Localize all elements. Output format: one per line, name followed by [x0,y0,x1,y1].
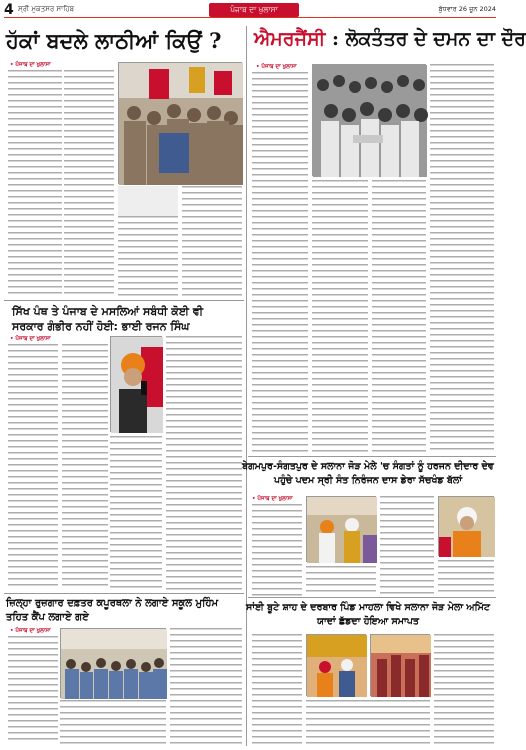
paper-name: ਸ੍ਰੀ ਮੁਕਤਸਰ ਸਾਹਿਬ [18,5,75,13]
classroom-photo-image [61,629,167,699]
section-divider-right [248,456,496,457]
headline-left: ਹੱਕਾਂ ਬਦਲੇ ਲਾਠੀਆਂ ਕਿਉਂ ? [6,28,222,53]
section-divider-right-2 [248,597,496,598]
headline-right [254,28,526,62]
protest-photo-image [119,63,243,185]
festival-photo-image [307,635,367,697]
issue-date: ਬੁੱਧਵਾਰ 26 ਜੂਨ 2024 [438,5,496,13]
article-text [110,436,162,590]
article-text [8,636,58,744]
article-text [252,72,308,454]
saint-photo [438,496,494,556]
caption-box [118,186,178,216]
article-text [306,566,376,594]
procession-photo-image [371,635,431,697]
headline-sai: ਸਾਂਈ ਬੂਟੇ ਸ਼ਾਹ ਦੇ ਦਰਬਾਰ ਪਿੰਡ ਮਾਹਲਾ ਵਿਖੇ ਸਲਾਨਾ ਜੋੜ ਮੇਲਾ ਅਮਿੱਟ ਯਾਦਾਂ ਛੱਡਦਾ ਹੋਇਆ ਸਮਾਪਤ [246,602,490,627]
headline-right-emergency: ਐਮਰਜੈਂਸੀ [254,28,326,50]
headline-right-rest: : ਲੋਕਤੰਤਰ ਦੇ ਦਮਨ ਦਾ ਦੌਰ [325,28,526,50]
article-text [64,70,114,298]
byline: • ਪੰਜਾਬ ਦਾ ਖੁਲਾਸਾ [10,336,51,342]
byline: • ਪੰਜਾਬ ਦਾ ਖੁਲਾਸਾ [10,628,51,634]
article-text [438,560,494,594]
article-text [434,634,494,746]
headline-sikh: ਸਿੱਖ ਪੰਥ ਤੇ ਪੰਜਾਬ ਦੇ ਮਸਲਿਆਂ ਸਬੰਧੀ ਕੋਈ ਵੀ ਸਰਕਾਰ ਗੰਭੀਰ ਨਹੀਂ ਹੋਈ: ਭਾਈ ਰਜਨ ਸਿੰਘ [12,305,204,333]
article-text [312,180,368,454]
headline-begampur: ਬੇਗਮਪੁਰ-ਸੰਗਤਪੁਰ ਦੇ ਸਲਾਨਾ ਜੋੜ ਮੇਲੇ 'ਚ ਸੰਗਤਾਂ ਨੂੰ ਹਰਜਨ ਦੀਦਾਰ ਦੇਵ ਪਹੁੰਚੇ ਪਦਮ ਸ੍ਰੀ ਸੰਤ ਨਿਰੰਜਨ ਦਾਸ ਡੇਰਾ ਸੱਚਖੰਡ ਬੱਲਾਂ [242,461,494,486]
crowd-photo-image [313,65,427,177]
masthead [4,3,496,18]
saint-photo-image [439,497,495,557]
headline-district: ਜ਼ਿਲ੍ਹਾ ਰੁਜ਼ਗਾਰ ਦਫ਼ਤਰ ਕਪੂਰਥਲਾ ਨੇ ਲਗਾਏ ਸਕੂਲ ਮੁਹਿੰਮ ਤਹਿਤ ਕੈਂਪ ਲਗਾਏ ਗਏ [6,598,219,623]
procession-photo [370,634,430,696]
article-text [8,344,58,590]
byline: • ਪੰਜਾਬ ਦਾ ਖੁਲਾਸਾ [252,496,293,502]
article-text [182,186,242,298]
gathering-photo-image [307,497,377,563]
crowd-photo [312,64,426,176]
column-divider [246,26,247,746]
speaker-photo [110,336,162,432]
section-divider-left-2 [4,593,244,594]
section-divider-left [4,300,244,301]
article-text [306,700,430,746]
article-text [252,634,302,746]
speaker-photo-image [111,337,163,433]
gathering-photo [306,496,376,562]
article-text [170,628,242,744]
article-text [380,496,434,594]
page-number: 4 [4,2,14,18]
festival-photo [306,634,366,696]
protest-photo [118,62,242,184]
byline: • ਪੰਜਾਬ ਦਾ ਖੁਲਾਸਾ [10,62,51,68]
article-text [166,336,242,590]
article-text [8,70,62,298]
article-text [430,64,494,454]
article-text [60,700,166,744]
article-text [372,180,426,454]
section-title: ਪੰਜਾਬ ਦਾ ਖੁਲਾਸਾ [209,3,299,17]
byline: • ਪੰਜਾਬ ਦਾ ਖੁਲਾਸਾ [256,64,297,70]
classroom-photo [60,628,166,698]
article-text [252,504,302,596]
article-text [62,344,108,590]
